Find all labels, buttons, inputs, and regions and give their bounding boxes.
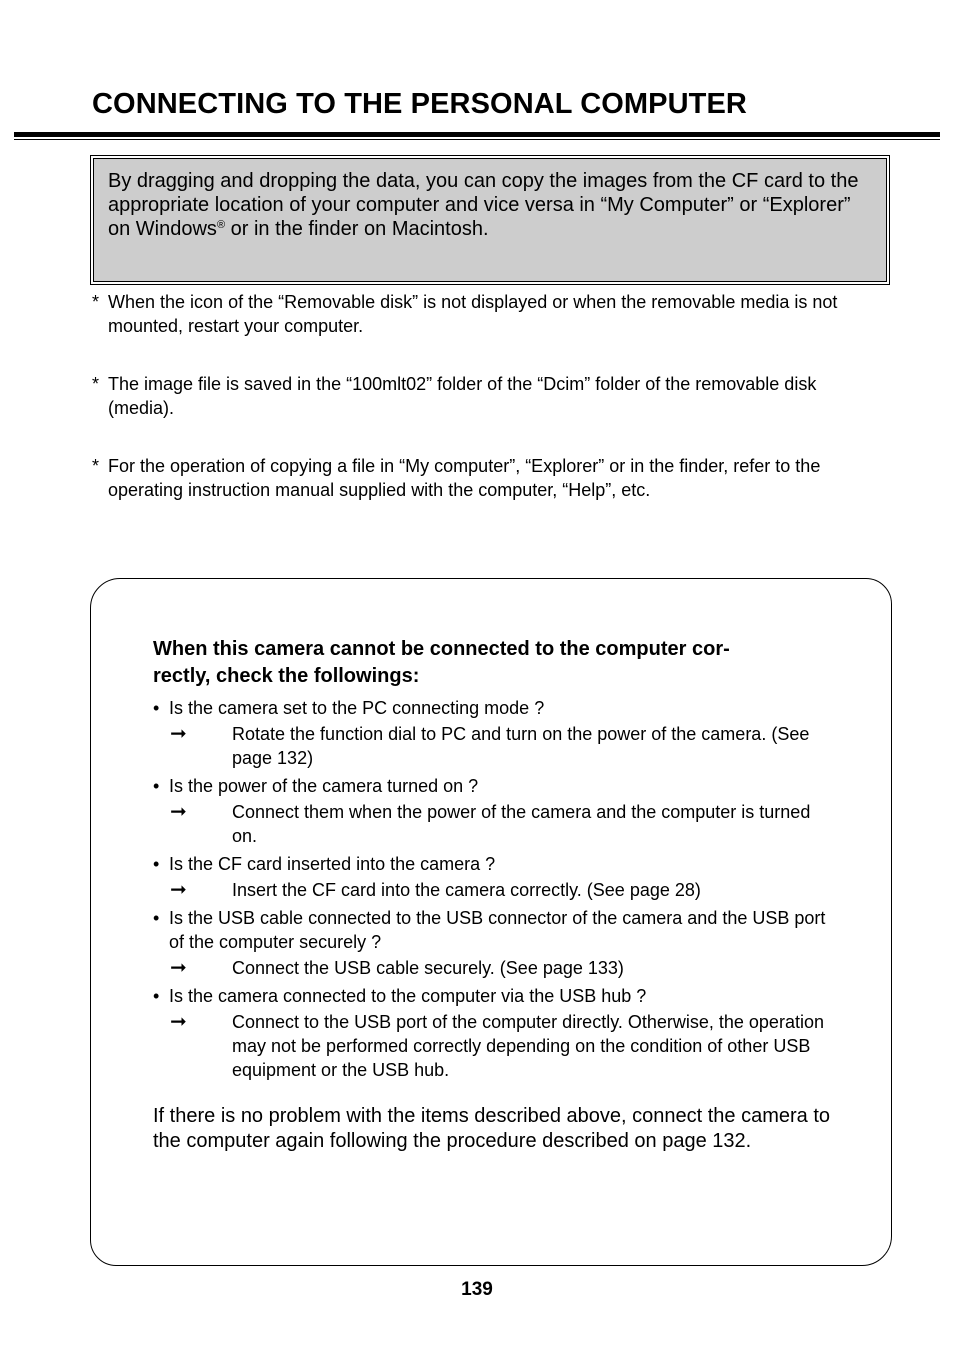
check-answer: [153, 722, 833, 770]
arrow-right-icon: ➞: [170, 723, 187, 745]
heading-line-1: When this camera cannot be connected to the computer cor-: [153, 638, 730, 660]
bullet-icon: •: [153, 854, 160, 874]
check-question: [153, 852, 833, 876]
arrow-right-icon: ➞: [170, 957, 187, 979]
check-question: [153, 696, 833, 720]
note-item: [92, 290, 882, 338]
question-text: Is the CF card inserted into the camera ?: [169, 854, 496, 874]
intro-text-main: By dragging and dropping the data, you can copy the images from the CF card to the appropriate location of your computer and vice versa in “My Computer” or “Explorer” on Windows: [108, 170, 859, 240]
page-title: CONNECTING TO THE PERSONAL COMPUTER: [92, 88, 747, 120]
question-text: Is the camera connected to the computer via the USB hub ?: [169, 986, 647, 1006]
answer-text: Rotate the function dial to PC and turn on the power of the camera. (See page 132): [232, 724, 810, 768]
asterisk-marker: *: [92, 292, 100, 312]
note-text: When the icon of the “Removable disk” is not displayed or when the removable media is not mounted, restart your computer.: [108, 292, 838, 336]
answer-text: Connect the USB cable securely. (See page 133): [232, 958, 624, 978]
registered-mark: ®: [216, 219, 226, 231]
troubleshooting-heading: [153, 636, 833, 690]
arrow-right-icon: ➞: [170, 879, 187, 901]
question-text: Is the USB cable connected to the USB connector of the camera and the USB port of the computer securely ?: [169, 908, 826, 952]
check-item: [153, 852, 833, 902]
title-rule-thick: [14, 132, 940, 137]
intro-box: [90, 155, 890, 285]
note-item: [92, 372, 882, 420]
bullet-icon: •: [153, 986, 160, 1006]
bullet-icon: •: [153, 776, 160, 796]
title-rule-thin: [14, 139, 940, 140]
question-text: Is the camera set to the PC connecting mode ?: [169, 698, 545, 718]
answer-text: Connect to the USB port of the computer directly. Otherwise, the operation may not be performed correctly depending on the condition of other USB equipment or the USB hub.: [232, 1012, 824, 1080]
intro-text: [93, 158, 887, 282]
heading-line-2: rectly, check the followings:: [153, 665, 420, 687]
check-item: [153, 774, 833, 848]
asterisk-marker: *: [92, 374, 100, 394]
answer-text: Connect them when the power of the camera and the computer is turned on.: [232, 802, 811, 846]
notes-list: [92, 290, 882, 502]
bullet-icon: •: [153, 908, 160, 928]
question-text: Is the power of the camera turned on ?: [169, 776, 479, 796]
check-question: [153, 984, 833, 1008]
check-item: [153, 696, 833, 770]
check-item: [153, 906, 833, 980]
arrow-right-icon: ➞: [170, 801, 187, 823]
asterisk-marker: *: [92, 456, 100, 476]
answer-text: Insert the CF card into the camera correctly. (See page 28): [232, 880, 701, 900]
note-text: For the operation of copying a file in “My computer”, “Explorer” or in the finder, refer to the operating instruction manual supplied with the computer, “Help”, etc.: [108, 456, 821, 500]
check-question: [153, 906, 833, 954]
check-item: [153, 984, 833, 1082]
page-number: 139: [461, 1279, 493, 1300]
intro-text-end: or in the finder on Macintosh.: [225, 218, 489, 240]
bullet-icon: •: [153, 698, 160, 718]
note-item: [92, 454, 882, 502]
note-text: The image file is saved in the “100mlt02” folder of the “Dcim” folder of the removable disk (media).: [108, 374, 817, 418]
check-question: [153, 774, 833, 798]
arrow-right-icon: ➞: [170, 1011, 187, 1033]
check-answer: [153, 956, 833, 980]
check-answer: [153, 878, 833, 902]
check-answer: [153, 1010, 833, 1082]
closing-paragraph: If there is no problem with the items described above, connect the camera to the computer again following the procedure described on page 132.: [153, 1105, 831, 1152]
troubleshooting-content: [153, 636, 833, 1174]
check-answer: [153, 800, 833, 848]
